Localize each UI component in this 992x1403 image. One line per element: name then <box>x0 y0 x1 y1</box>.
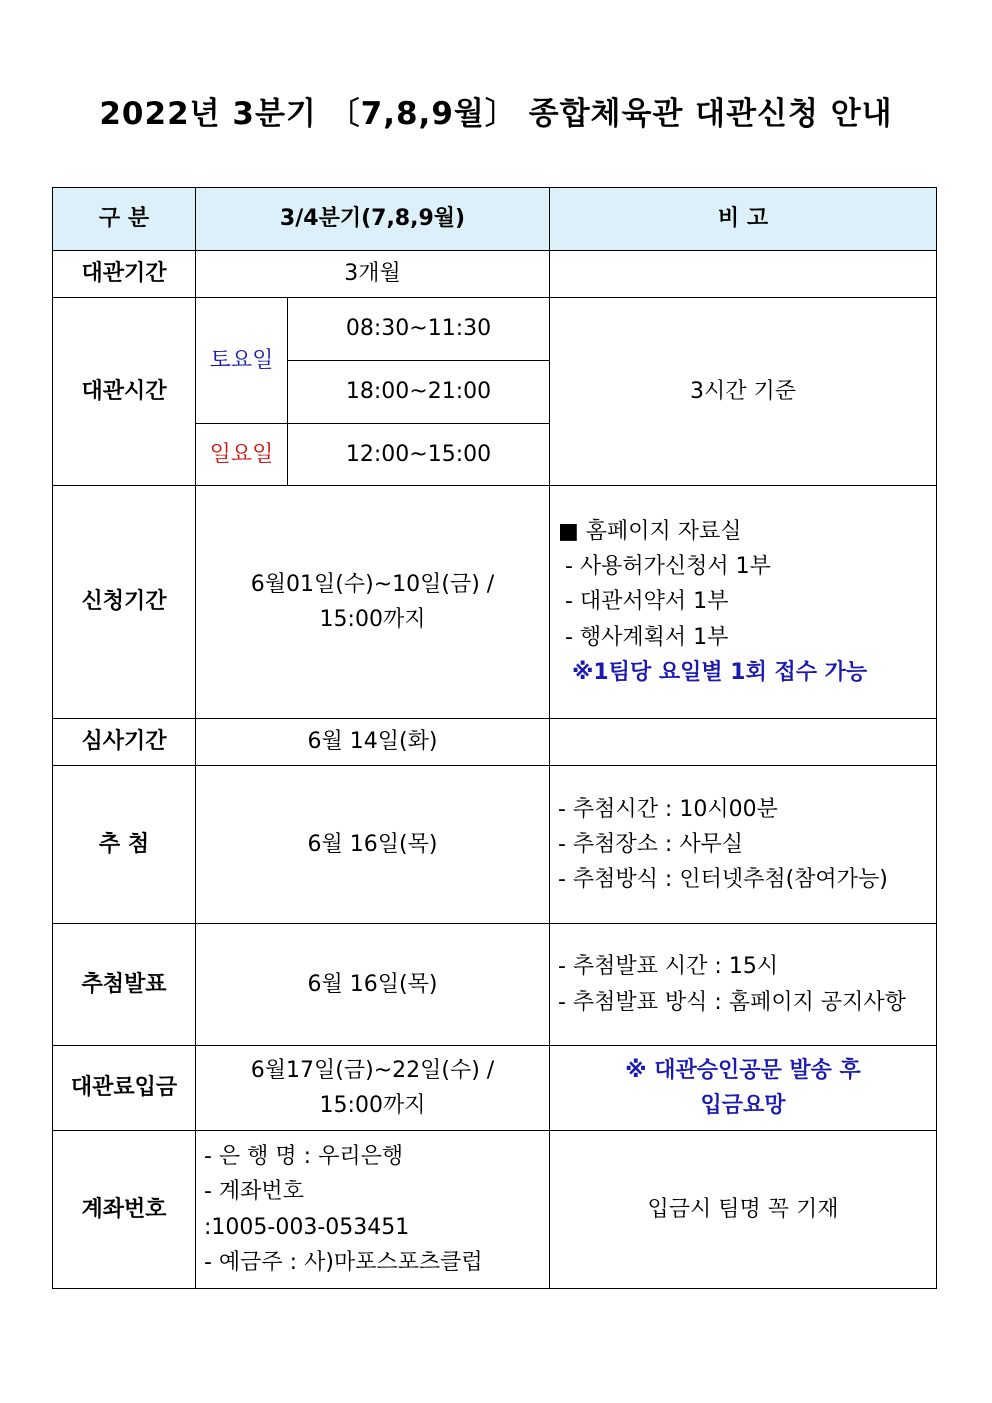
page-title: 2022년 3분기 〔7,8,9월〕 종합체육관 대관신청 안내 <box>99 96 893 132</box>
apply-value-line: 6월01일(수)~10일(금) / <box>250 571 495 597</box>
rental-info-table <box>52 187 937 1289</box>
account-note: 입금시 팀명 꼭 기재 <box>550 1131 937 1289</box>
hours-note: 3시간 기준 <box>550 298 937 486</box>
sunday-label: 일요일 <box>196 424 288 486</box>
row-label-announce: 추첨발표 <box>53 924 196 1046</box>
row-label-hours: 대관시간 <box>53 298 196 486</box>
lottery-value: 6월 16일(목) <box>196 766 550 924</box>
apply-note-line: - 사용허가신청서 1부 <box>558 554 771 580</box>
row-label-account: 계좌번호 <box>53 1131 196 1289</box>
payment-note-line: ※ 대관승인공문 발송 후 <box>625 1057 861 1083</box>
account-value-line: - 예금주 : 사)마포스포츠클럽 <box>204 1249 483 1275</box>
table-header-row <box>53 188 937 251</box>
table-row <box>53 719 937 766</box>
table-row <box>53 298 937 361</box>
account-value-line: :1005-003-053451 <box>204 1214 410 1240</box>
saturday-slot-1: 08:30~11:30 <box>288 298 550 361</box>
lottery-note <box>550 766 937 924</box>
review-value: 6월 14일(화) <box>196 719 550 766</box>
saturday-label: 토요일 <box>196 298 288 424</box>
account-value-line: - 계좌번호 <box>204 1179 304 1205</box>
apply-note <box>550 486 937 719</box>
payment-value-line: 15:00까지 <box>319 1093 426 1118</box>
period-note <box>550 251 937 298</box>
lottery-note-line: - 추첨방식 : 인터넷추첨(참여가능) <box>558 867 888 893</box>
row-label-period: 대관기간 <box>53 251 196 298</box>
lottery-note-line: - 추첨시간 : 10시00분 <box>558 796 778 822</box>
announce-value: 6월 16일(목) <box>196 924 550 1046</box>
payment-value-line: 6월17일(금)~22일(수) / <box>250 1057 495 1083</box>
announce-note <box>550 924 937 1046</box>
header-remarks: 비 고 <box>550 188 937 251</box>
table-row <box>53 924 937 1046</box>
payment-value <box>196 1046 550 1131</box>
row-label-apply: 신청기간 <box>53 486 196 719</box>
header-category: 구 분 <box>53 188 196 251</box>
table-row <box>53 486 937 719</box>
period-value: 3개월 <box>196 251 550 298</box>
account-value <box>196 1131 550 1289</box>
announce-note-line: - 추첨발표 방식 : 홈페이지 공지사항 <box>558 989 906 1015</box>
header-quarter: 3/4분기(7,8,9월) <box>196 188 550 251</box>
apply-value-line: 15:00까지 <box>319 607 426 632</box>
apply-value <box>196 486 550 719</box>
announce-note-line: - 추첨발표 시간 : 15시 <box>558 954 779 980</box>
table-row <box>53 766 937 924</box>
payment-note <box>550 1046 937 1131</box>
apply-note-highlight: ※1팀당 요일별 1회 접수 가능 <box>572 659 868 685</box>
table-row <box>53 1046 937 1131</box>
row-label-lottery: 추 첨 <box>53 766 196 924</box>
payment-note-line: 입금요망 <box>700 1093 786 1118</box>
account-value-line: - 은 행 명 : 우리은행 <box>204 1144 404 1170</box>
review-note <box>550 719 937 766</box>
table-row <box>53 1131 937 1289</box>
table-row <box>53 251 937 298</box>
row-label-payment: 대관료입금 <box>53 1046 196 1131</box>
lottery-note-line: - 추첨장소 : 사무실 <box>558 831 744 857</box>
apply-note-line: - 대관서약서 1부 <box>558 589 729 615</box>
saturday-slot-2: 18:00~21:00 <box>288 361 550 424</box>
apply-note-line: ■ 홈페이지 자료실 <box>558 519 742 545</box>
sunday-slot: 12:00~15:00 <box>288 424 550 486</box>
row-label-review: 심사기간 <box>53 719 196 766</box>
apply-note-line: - 행사계획서 1부 <box>558 624 729 650</box>
